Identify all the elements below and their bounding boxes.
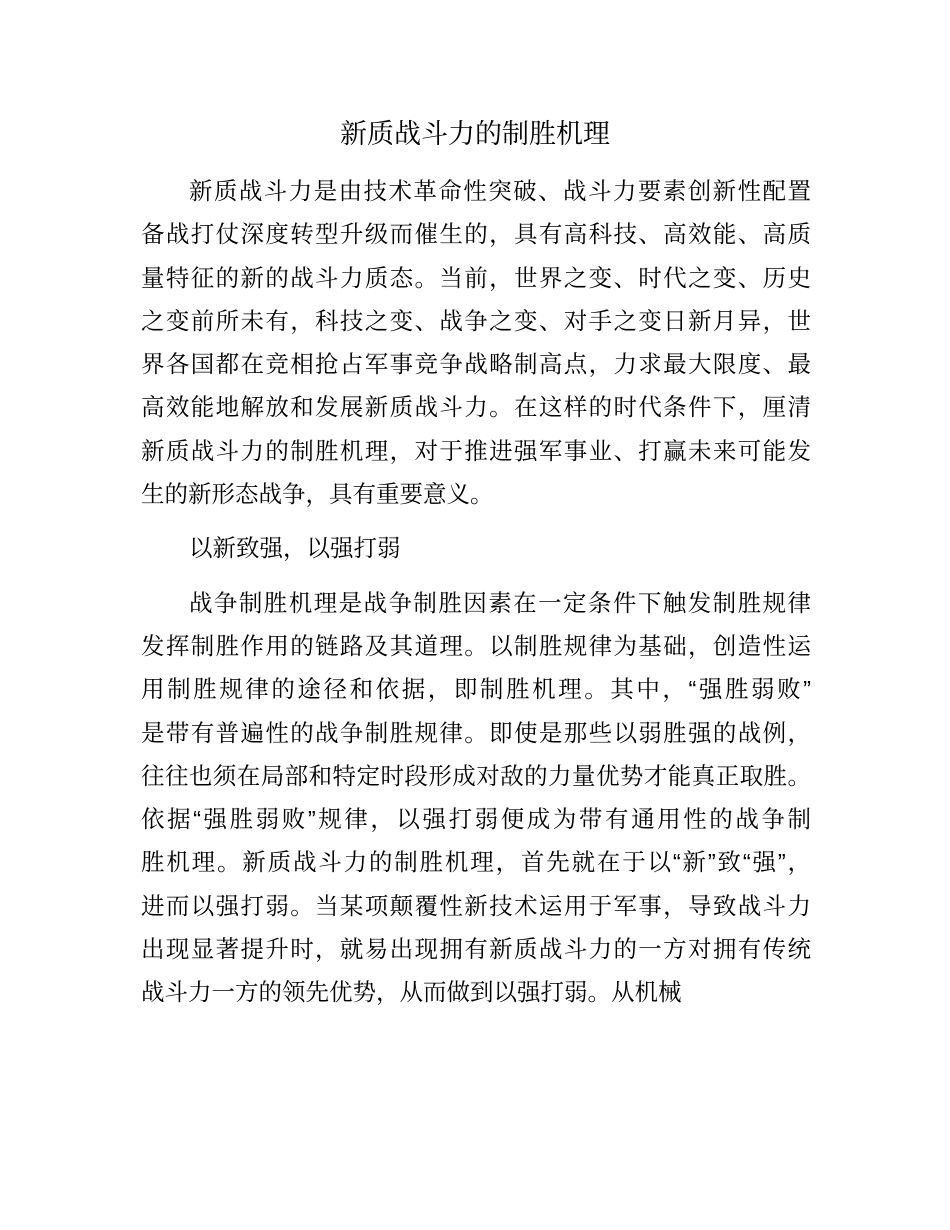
- text-line: 量特征的新的战斗力质态。当前，世界之变、时代之变、历史: [141, 264, 811, 291]
- text-line: 用制胜规律的途径和依据，即制胜机理。其中，“强胜弱败”: [141, 676, 811, 703]
- text-line: 新质战斗力是由技术革命性突破、战斗力要素创新性配置: [189, 178, 811, 204]
- text-line: 出现显著提升时，就易出现拥有新质战斗力的一方对拥有传统: [141, 936, 811, 963]
- text-line: 进而以强打弱。当某项颠覆性新技术运用于军事，导致战斗力: [141, 892, 811, 919]
- text-line: 之变前所未有，科技之变、战争之变、对手之变日新月异，世: [141, 307, 811, 334]
- text-line: 备战打仗深度转型升级而催生的，具有高科技、高效能、高质: [141, 221, 811, 248]
- section-heading: [141, 527, 811, 570]
- text-line: 胜机理。新质战斗力的制胜机理，首先就在于以“新”致“强”，: [141, 849, 811, 876]
- paragraph: [141, 170, 811, 516]
- text-line: 是带有普遍性的战争制胜规律。即使是那些以弱胜强的战例，: [141, 719, 811, 746]
- text-line: 发挥制胜作用的链路及其道理。以制胜规律为基础，创造性运: [141, 632, 811, 659]
- paragraph: [141, 582, 811, 1015]
- text-line: 往往也须在局部和特定时段形成对敌的力量优势才能真正取胜。: [141, 762, 811, 789]
- text-line: 依据“强胜弱败”规律，以强打弱便成为带有通用性的战争制: [141, 806, 811, 833]
- text-line: 以新致强，以强打弱: [189, 535, 401, 562]
- document-title: 新质战斗力的制胜机理: [340, 119, 610, 149]
- text-line: 战斗力一方的领先优势，从而做到以强打弱。从机械: [141, 979, 682, 1006]
- text-line: 高效能地解放和发展新质战斗力。在这样的时代条件下，厘清: [141, 394, 811, 421]
- document-body: [141, 170, 811, 1026]
- text-line: 新质战斗力的制胜机理，对于推进强军事业、打赢未来可能发: [141, 437, 811, 464]
- text-line: 战争制胜机理是战争制胜因素在一定条件下触发制胜规律: [189, 589, 811, 616]
- text-line: 界各国都在竞相抢占军事竞争战略制高点，力求最大限度、最: [141, 351, 811, 378]
- text-line: 生的新形态战争，具有重要意义。: [141, 481, 494, 508]
